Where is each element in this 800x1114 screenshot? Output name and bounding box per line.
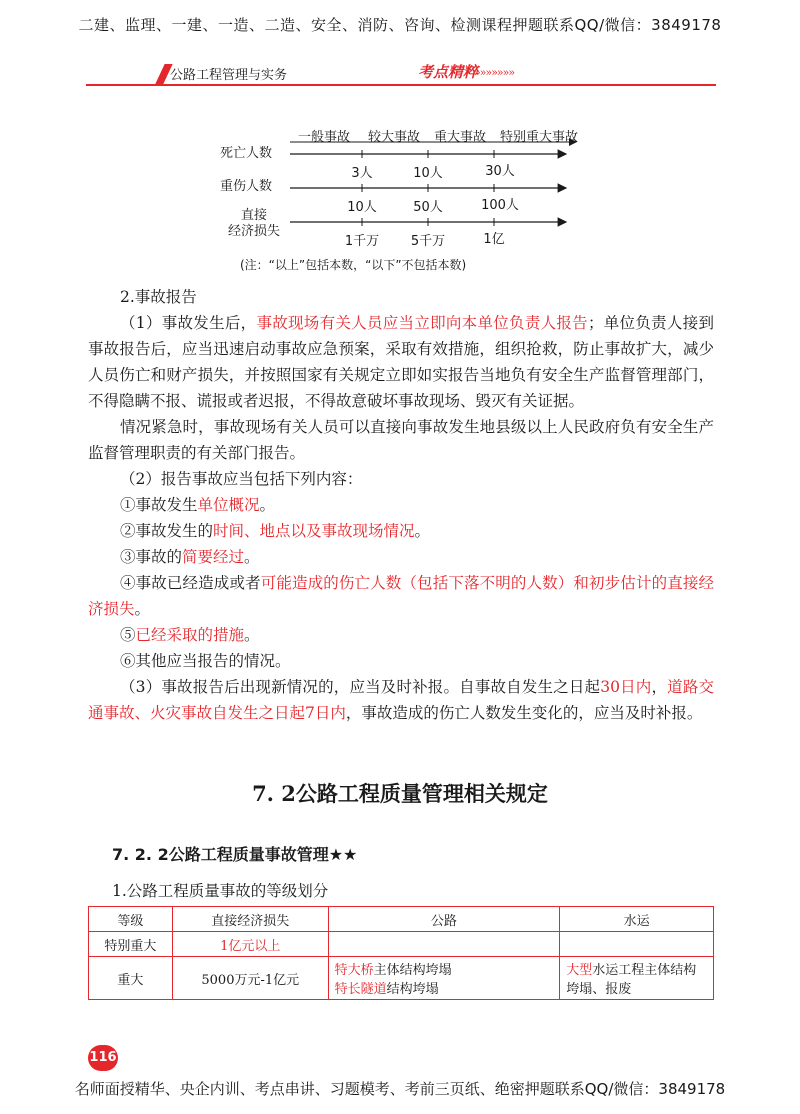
list-item	[88, 570, 714, 622]
paragraph-contents: （2）报告事故应当包括下列内容：	[120, 470, 363, 488]
diagram-note: (注：“以上”包括本数，“以下”不包括本数)	[240, 258, 467, 272]
text: ，	[651, 678, 668, 696]
text: 结构垮塌	[386, 982, 439, 997]
highlight: 时间、地点以及事故现场情况	[213, 522, 415, 540]
category-label: 一般事故	[298, 130, 351, 145]
highlight: 30日内	[600, 678, 652, 696]
text: ，事故造成的伤亡人数发生变化的，应当及时补报。	[345, 704, 703, 722]
highlight: 已经采取的措施	[135, 626, 245, 644]
text: ⑤	[120, 626, 136, 644]
category-label: 重大事故	[434, 130, 487, 145]
table-cell	[328, 932, 560, 957]
text: 。	[414, 522, 431, 540]
text: ④事故已经造成或者	[120, 574, 261, 592]
tick-label: 10人	[347, 200, 377, 215]
top-banner: 二建、监理、一建、一造、二造、安全、消防、咨询、检测课程押题联系QQ/微信：3849178	[78, 16, 722, 34]
page-number: 116	[88, 1045, 118, 1071]
text: 。	[259, 496, 276, 514]
highlight: 事故现场有关人员应当立即向本单位负责人报告	[256, 314, 588, 332]
category-label: 特别重大事故	[500, 130, 579, 145]
table-cell: 1亿元以上	[172, 932, 328, 957]
cell-line	[335, 978, 554, 997]
table-cell: 重大	[89, 957, 173, 1000]
text: 。	[134, 600, 151, 618]
column-header: 公路	[328, 907, 560, 932]
tick-label: 1亿	[483, 232, 505, 247]
table-heading: 1.公路工程质量事故的等级划分	[112, 882, 329, 900]
tick-label: 5千万	[410, 234, 446, 249]
list-item	[88, 518, 714, 544]
accident-grade-diagram	[220, 122, 600, 272]
table-row	[89, 957, 714, 1000]
paragraph-report	[88, 310, 714, 414]
header-rule	[86, 84, 716, 86]
cell-line	[335, 959, 554, 978]
row-label-deaths: 死亡人数	[220, 146, 273, 161]
text: ；单位负责人接到事故报告后，应当迅速启动事故应急预案，采取有效措施，组织抢救，防止事故扩大，减少人员伤亡和财产损失，并按照国家有关规定立即如实报告当地负有安全生产监督管理部门，不得隐瞒不报、谎报或者迟报，不得故意破坏事故现场、毁灭有关证据。	[88, 314, 714, 410]
category-label: 较大事故	[368, 130, 421, 145]
row-label-injuries: 重伤人数	[220, 179, 273, 194]
row-label-line: 经济损失	[227, 224, 280, 239]
text: ⑥其他应当报告的情况。	[120, 652, 291, 670]
highlight: 特长隧道	[334, 982, 387, 997]
tick-label: 10人	[413, 166, 443, 181]
tick-label: 30人	[485, 164, 515, 179]
text: （3）事故报告后出现新情况的，应当及时补报。自事故自发生之日起	[120, 678, 601, 696]
header-slogan: 考点精粹	[418, 63, 479, 81]
subsection-title: 7. 2. 2公路工程质量事故管理★★	[112, 845, 358, 864]
text: 水运工程主体结构	[592, 963, 697, 978]
table-cell	[560, 957, 714, 1000]
tick-label: 50人	[413, 200, 443, 215]
text: 。	[244, 626, 260, 644]
column-header: 等级	[89, 907, 173, 932]
text: 主体结构垮塌	[373, 963, 452, 978]
row-label-line: 直接	[240, 208, 267, 223]
highlight: 道路交通事故、火灾事故自发生之日起7日内	[88, 678, 714, 722]
list-item	[88, 492, 714, 518]
page-header	[86, 58, 716, 90]
text: ③事故的	[120, 548, 183, 566]
paragraph-emergency: 情况紧急时，事故现场有关人员可以直接向事故发生地县级以上人民政府负有安全生产监督管理职责的有关部门报告。	[88, 418, 714, 462]
highlight: 简要经过	[182, 548, 245, 566]
text: （1）事故发生后，	[120, 314, 257, 332]
text: ①事故发生	[120, 496, 198, 514]
highlight: 特大桥	[334, 963, 374, 978]
table-cell: 5000万元-1亿元	[172, 957, 328, 1000]
tick-label: 100人	[481, 198, 519, 213]
table-row	[89, 932, 714, 957]
table-header-row	[89, 907, 714, 932]
column-header: 直接经济损失	[172, 907, 328, 932]
cell-line	[566, 959, 707, 978]
highlight: 大型	[566, 963, 593, 978]
list-item	[88, 544, 714, 570]
bottom-banner: 名师面授精华、央企内训、考点串讲、习题模考、考前三页纸、绝密押题联系QQ/微信：3849178	[74, 1080, 726, 1098]
table-cell	[560, 932, 714, 957]
cell-line: 垮塌、报废	[566, 982, 632, 997]
tick-label: 3人	[351, 166, 373, 181]
section-title: 7. 2公路工程质量管理相关规定	[252, 781, 548, 806]
list-item	[88, 648, 714, 674]
table-cell: 特别重大	[89, 932, 173, 957]
text: 。	[244, 548, 260, 566]
column-header: 水运	[560, 907, 714, 932]
list-item	[88, 622, 714, 648]
text: ②事故发生的	[120, 522, 214, 540]
book-title: 公路工程管理与实务	[170, 68, 288, 83]
quality-accident-table	[88, 906, 714, 1000]
row-label-loss	[226, 208, 282, 240]
table-cell	[328, 957, 560, 1000]
diagram-axes	[220, 122, 600, 272]
highlight: 可能造成的伤亡人数（包括下落不明的人数）和初步估计的直接经济损失	[88, 574, 714, 618]
section-heading: 2.事故报告	[120, 288, 197, 306]
tick-label: 1千万	[344, 234, 380, 249]
highlight: 单位概况	[197, 496, 260, 514]
paragraph-supplement	[88, 674, 714, 726]
header-arrows: »»»»»»»	[474, 66, 515, 79]
